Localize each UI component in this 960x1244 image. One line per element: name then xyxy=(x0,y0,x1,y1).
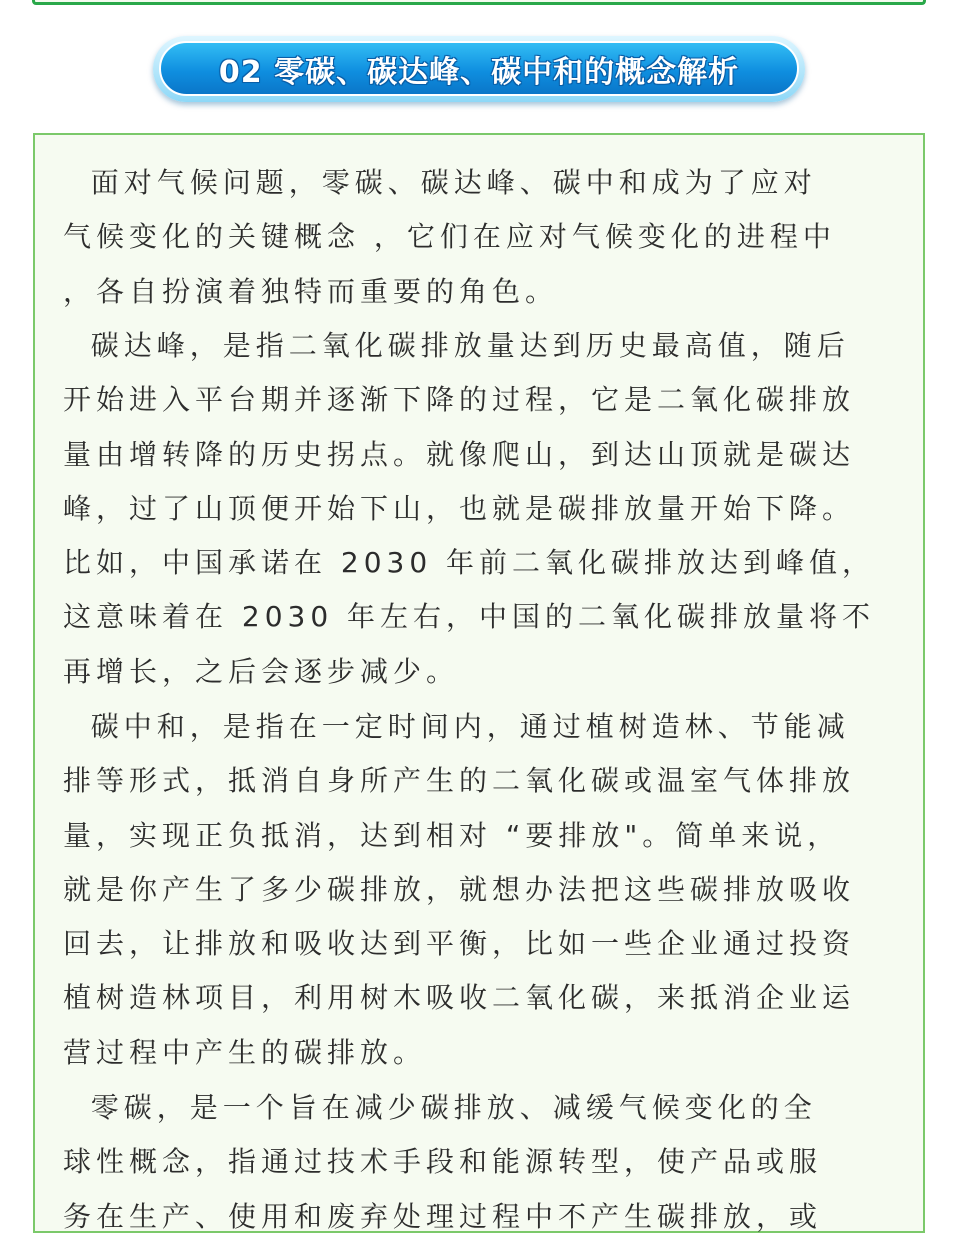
paragraph-carbon-neutral xyxy=(63,700,899,1080)
text-line: 营过程中产生的碳排放。 xyxy=(63,1035,427,1069)
text-line: 面对气候问题，零碳、碳达峰、碳中和成为了应对 xyxy=(63,166,817,199)
text-line: 植树造林项目，利用树木吸收二氧化碳，来抵消企业运 xyxy=(63,981,856,1015)
text-line: 碳中和，是指在一定时间内，通过植树造林、节能减 xyxy=(63,710,850,743)
paragraph-intro xyxy=(63,156,899,319)
text-line: 再增长，之后会逐步减少。 xyxy=(63,654,460,688)
text-line: 排等形式，抵消自身所产生的二氧化碳或温室气体排放 xyxy=(63,764,856,798)
text-line: 气候变化的关键概念 ，它们在应对气候变化的进程中 xyxy=(63,220,836,254)
text-line: 碳达峰，是指二氧化碳排放量达到历史最高值，随后 xyxy=(63,329,850,362)
content-box xyxy=(33,133,925,1233)
paragraph-carbon-peak xyxy=(63,319,899,699)
text-line: 就是你产生了多少碳排放，就想办法把这些碳排放吸收 xyxy=(63,872,856,906)
text-line: 球性概念，指通过技术手段和能源转型，使产品或服 xyxy=(63,1145,823,1179)
section-title-pill xyxy=(159,41,799,96)
text-line: 务在生产、使用和废弃处理过程中不产生碳排放，或 xyxy=(63,1199,823,1233)
text-line: 开始进入平台期并逐渐下降的过程，它是二氧化碳排放 xyxy=(63,383,856,417)
text-line: 量由增转降的历史拐点。就像爬山，到达山顶就是碳达 xyxy=(63,437,856,471)
text-line: 量，实现正负抵消，达到相对 “要排放"。简单来说， xyxy=(63,818,841,852)
text-line: 回去，让排放和吸收达到平衡，比如一些企业通过投资 xyxy=(63,927,856,961)
section-title: 02 零碳、碳达峰、碳中和的概念解析 xyxy=(218,54,740,90)
text-line: 这意味着在 2030 年左右，中国的二氧化碳排放量将不 xyxy=(63,600,876,634)
paragraph-zero-carbon xyxy=(63,1081,899,1244)
text-line: ，各自扮演着独特而重要的角色。 xyxy=(63,274,559,308)
section-title-banner xyxy=(153,36,805,102)
text-line: 零碳，是一个旨在减少碳排放、减缓气候变化的全 xyxy=(63,1091,817,1124)
text-line: 峰，过了山顶便开始下山，也就是碳排放量开始下降。 xyxy=(63,491,856,525)
text-line: 比如，中国承诺在 2030 年前二氧化碳排放达到峰值， xyxy=(63,546,876,580)
top-frame-border xyxy=(32,0,926,5)
